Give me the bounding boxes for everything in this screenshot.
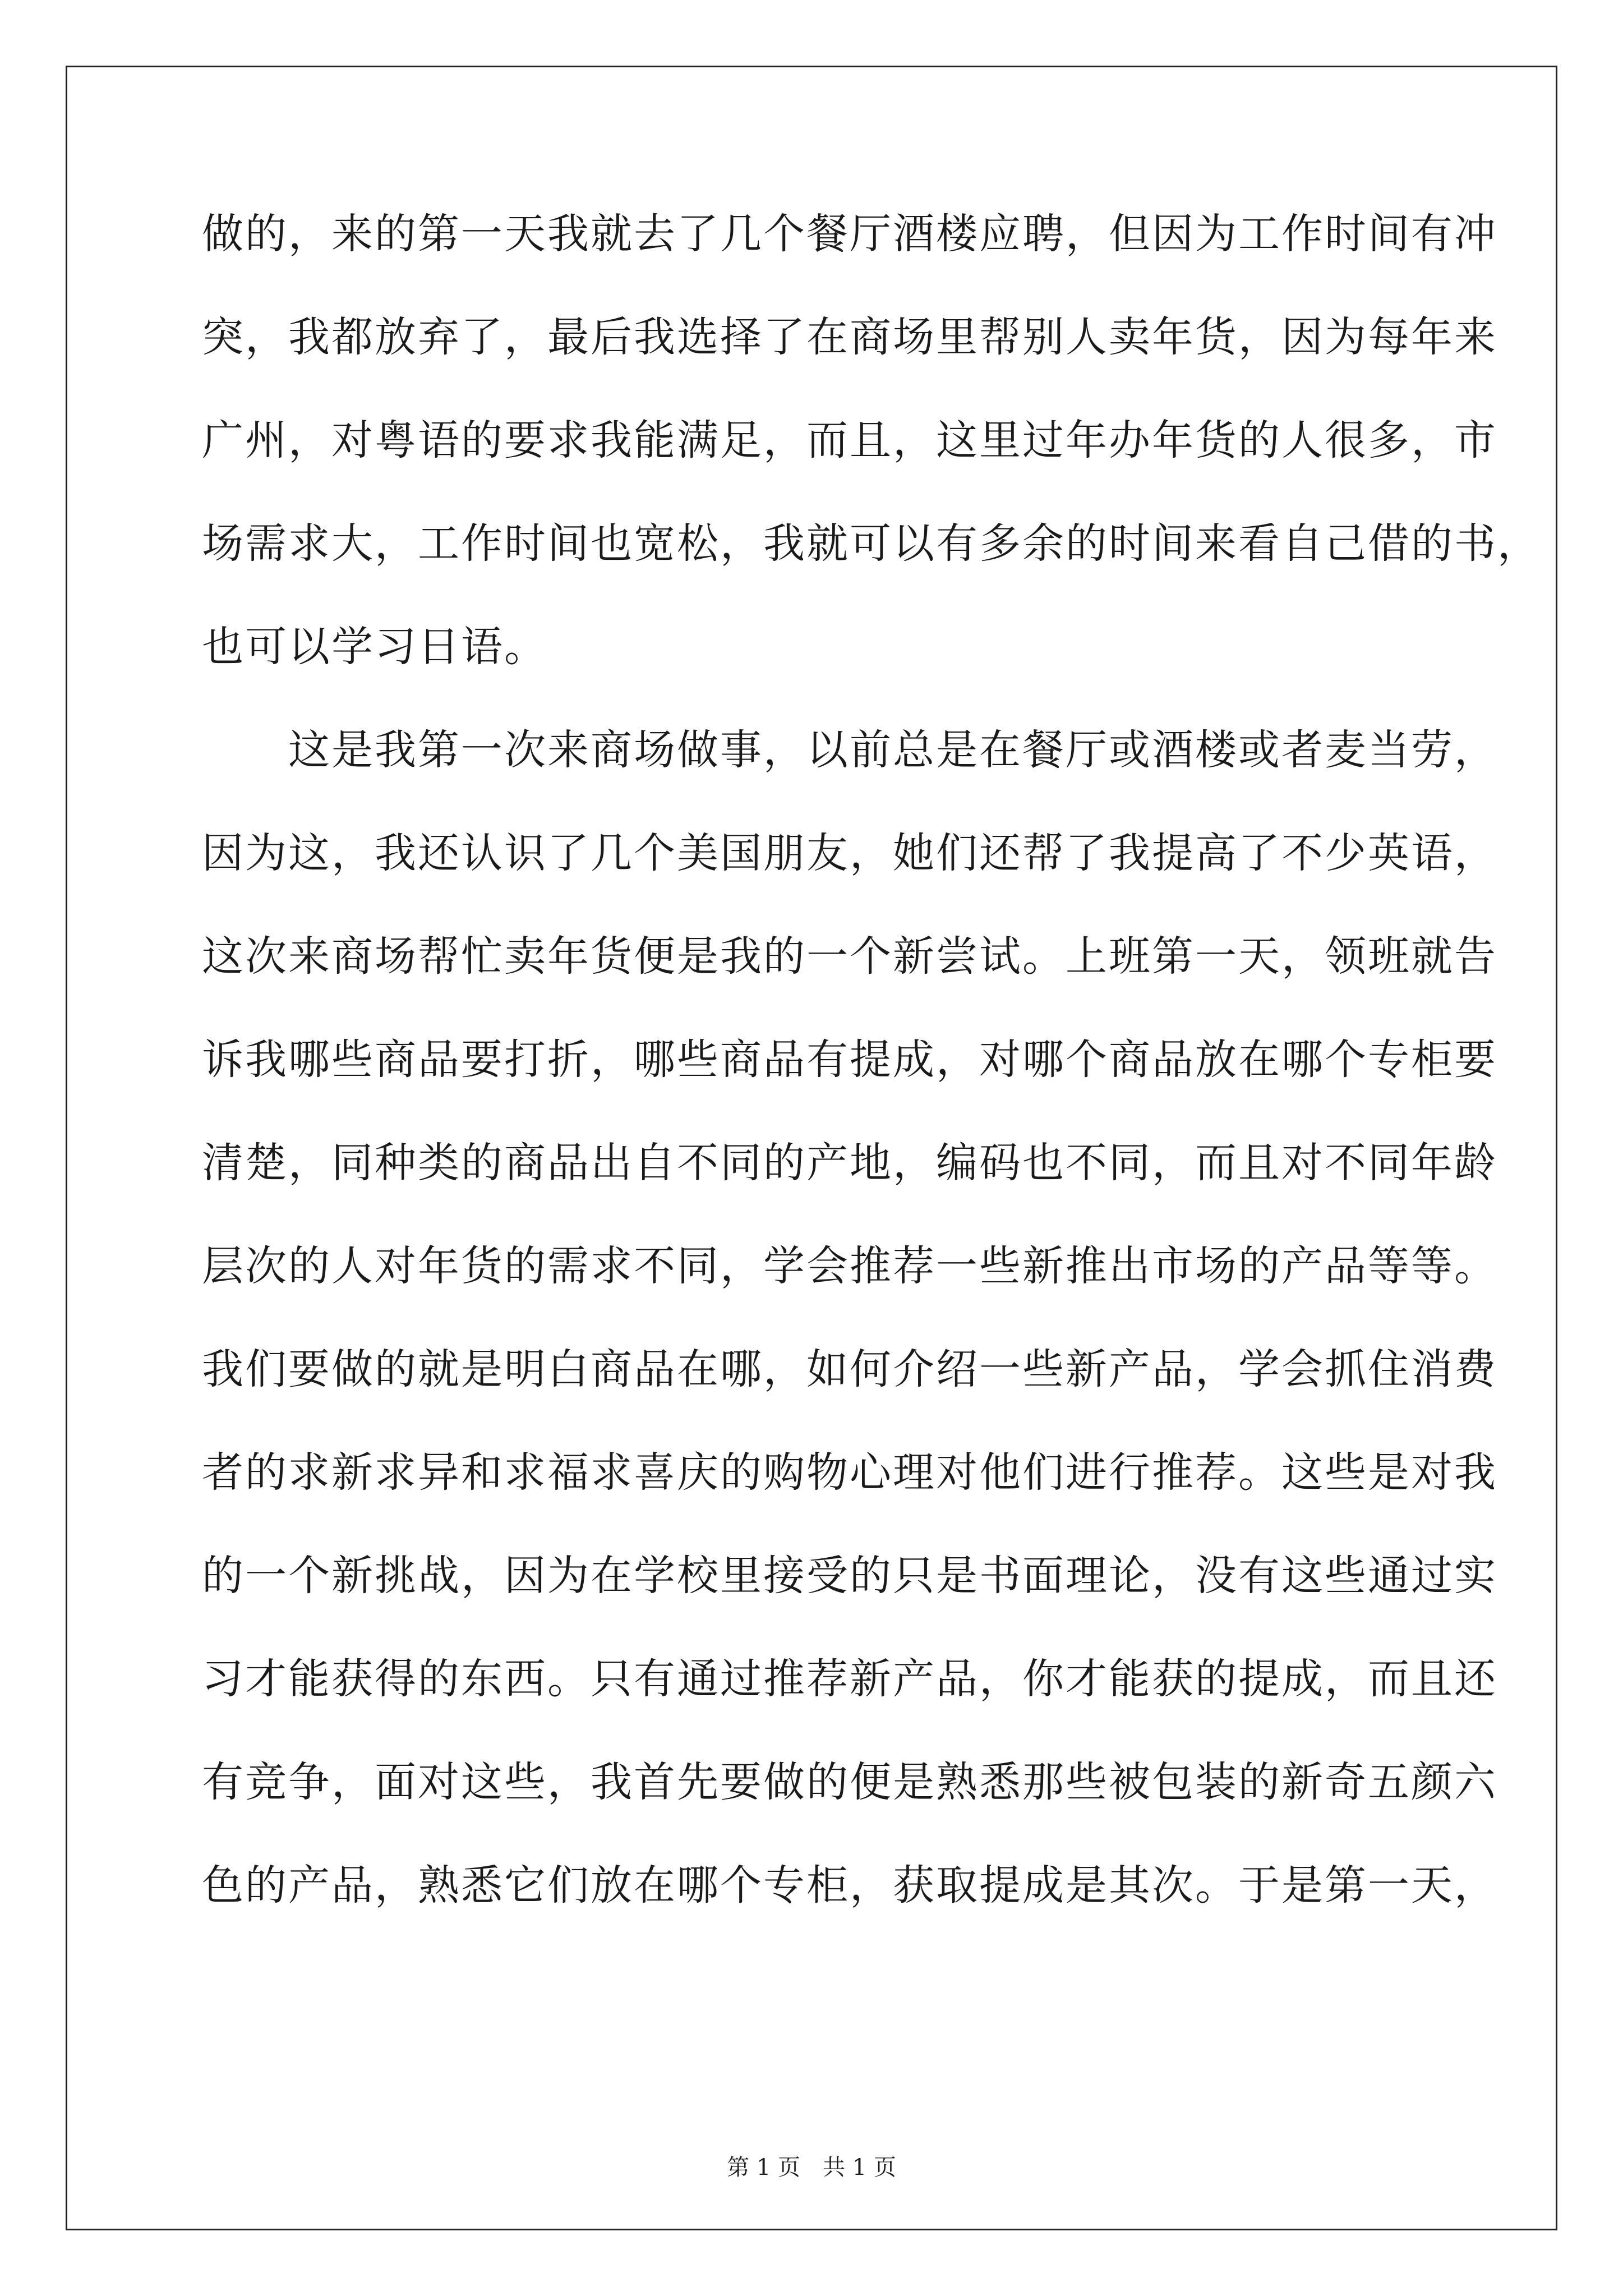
text-line: 这次来商场帮忙卖年货便是我的一个新尝试。上班第一天，领班就告 — [202, 932, 1497, 981]
text-line: 突，我都放弃了，最后我选择了在商场里帮别人卖年货，因为每年来 — [202, 313, 1497, 361]
text-line: 的一个新挑战，因为在学校里接受的只是书面理论，没有这些通过实 — [202, 1552, 1497, 1600]
text-line: 有竞争，面对这些，我首先要做的便是熟悉那些被包装的新奇五颜六 — [202, 1758, 1497, 1806]
text-line: 者的求新求异和求福求喜庆的购物心理对他们进行推荐。这些是对我 — [202, 1448, 1497, 1497]
text-line: 清楚，同种类的商品出自不同的产地，编码也不同，而且对不同年龄 — [202, 1139, 1497, 1187]
text-line: 色的产品，熟悉它们放在哪个专柜，获取提成是其次。于是第一天， — [202, 1861, 1497, 1910]
text-line: 也可以学习日语。 — [202, 623, 547, 671]
text-line: 这是我第一次来商场做事，以前总是在餐厅或酒楼或者麦当劳， — [202, 726, 1497, 774]
text-line: 场需求大，工作时间也宽松，我就可以有多余的时间来看自己借的书， — [202, 519, 1541, 568]
document-body — [202, 210, 1541, 1968]
text-line: 层次的人对年货的需求不同，学会推荐一些新推出市场的产品等等。 — [202, 1242, 1497, 1290]
text-line: 因为这，我还认识了几个美国朋友，她们还帮了我提高了不少英语， — [202, 829, 1497, 877]
text-line: 习才能获得的东西。只有通过推荐新产品，你才能获的提成，而且还 — [202, 1655, 1497, 1703]
text-line: 广州，对粤语的要求我能满足，而且，这里过年办年货的人很多，市 — [202, 416, 1497, 464]
text-line: 我们要做的就是明白商品在哪，如何介绍一些新产品，学会抓住消费 — [202, 1345, 1497, 1393]
text-line: 做的，来的第一天我就去了几个餐厅酒楼应聘，但因为工作时间有冲 — [202, 210, 1497, 258]
page-number-footer: 第 1 页 共 1 页 — [727, 2155, 896, 2180]
text-line: 诉我哪些商品要打折，哪些商品有提成，对哪个商品放在哪个专柜要 — [202, 1036, 1497, 1084]
